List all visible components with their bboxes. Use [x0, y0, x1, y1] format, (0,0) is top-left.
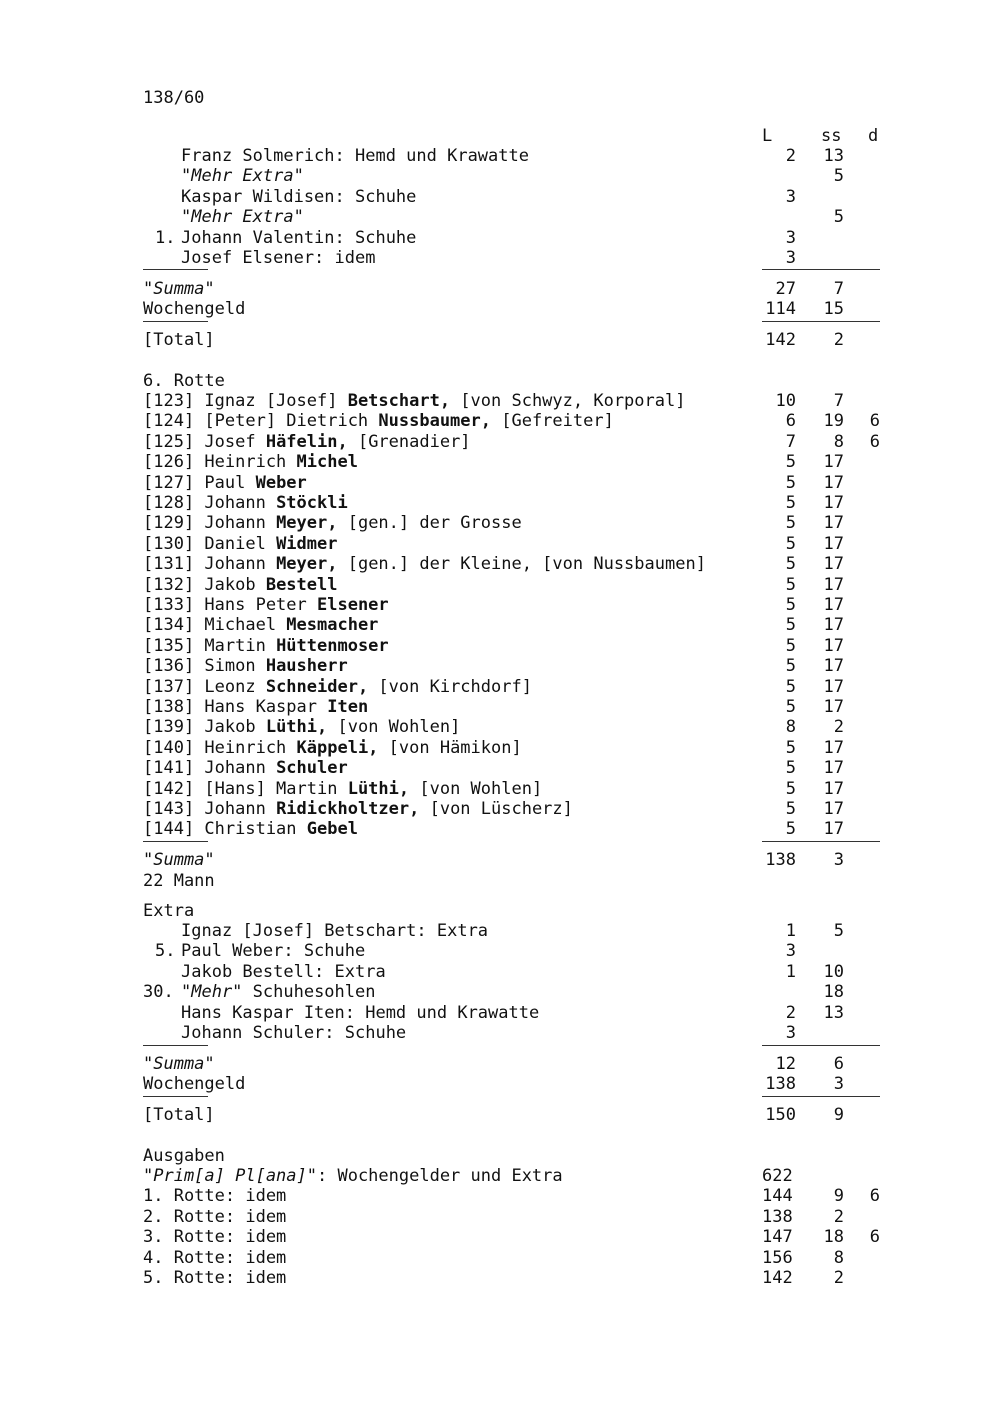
- member-row: [143, 534, 337, 554]
- total-label: [Total]: [143, 1105, 215, 1125]
- amount-ss: 13: [823, 146, 844, 166]
- amount-l: 5: [785, 574, 796, 595]
- amount-l: 5: [785, 697, 796, 717]
- amount-ss: 17: [823, 778, 844, 799]
- member-row: [143, 554, 706, 574]
- member-surname: Schuler: [276, 758, 348, 779]
- amount-d: 6: [869, 431, 880, 452]
- entry-number: 30.: [143, 982, 174, 1003]
- rule-right: [762, 1096, 880, 1097]
- amount-ss: 5: [833, 207, 844, 228]
- quoted-term: "Prim[a] Pl[ana]": [143, 1166, 317, 1186]
- amount-ss: 17: [823, 656, 844, 677]
- quoted-term: "Mehr": [181, 982, 243, 1003]
- member-index-given-name: [142] [Hans] Martin: [143, 778, 348, 799]
- member-surname: Meyer,: [276, 554, 338, 575]
- amount-l: 5: [785, 676, 796, 697]
- member-surname: Betschart,: [347, 391, 451, 411]
- member-surname: Nussbaumer,: [378, 411, 491, 432]
- extra-entry: Johann Valentin: Schuhe: [181, 227, 417, 248]
- member-row: [143, 615, 378, 635]
- rule-right: [762, 1045, 880, 1046]
- amount-ss: 17: [823, 819, 844, 840]
- amount-l: 622: [762, 1166, 793, 1186]
- member-index-given-name: [143] Johann: [143, 799, 277, 819]
- ausgaben-entry: 5. Rotte: idem: [143, 1268, 287, 1288]
- extra-entry: Ignaz [Josef] Betschart: Extra: [181, 921, 489, 941]
- member-surname: Lüthi,: [265, 717, 328, 738]
- amount-l: 5: [785, 615, 796, 636]
- member-row: [143, 758, 348, 778]
- extra-entry: Jakob Bestell: Extra: [181, 961, 386, 982]
- summa-l: 12: [775, 1054, 796, 1074]
- member-note: [von Kirchdorf]: [368, 676, 532, 697]
- amount-l: 5: [785, 554, 796, 575]
- member-index-given-name: [127] Paul: [143, 472, 256, 493]
- rule-right: [762, 269, 880, 270]
- amount-l: 3: [785, 227, 796, 248]
- rule-left: [143, 269, 208, 270]
- extra-entry: Hans Kaspar Iten: Hemd und Krawatte: [181, 1002, 540, 1023]
- member-row: [143, 493, 348, 513]
- amount-ss: 17: [823, 493, 844, 513]
- amount-l: 1: [785, 921, 796, 941]
- member-row: [143, 656, 348, 676]
- member-index-given-name: [144] Christian: [143, 819, 307, 840]
- total-l: 142: [765, 330, 796, 350]
- amount-l: 2: [785, 1002, 796, 1023]
- amount-d: 6: [869, 1186, 880, 1207]
- summa-label: "Summa": [143, 1054, 215, 1074]
- amount-ss: 17: [823, 595, 844, 615]
- member-index-given-name: [123] Ignaz [Josef]: [143, 391, 348, 411]
- amount-ss: 2: [833, 1268, 844, 1288]
- amount-ss: 17: [823, 452, 844, 473]
- amount-l: 5: [785, 758, 796, 779]
- amount-l: 156: [762, 1247, 793, 1268]
- amount-ss: 5: [833, 921, 844, 941]
- amount-l: 1: [785, 961, 796, 982]
- amount-ss: 17: [823, 758, 844, 779]
- amount-ss: 5: [833, 166, 844, 187]
- amount-l: 5: [785, 799, 796, 819]
- amount-ss: 17: [823, 533, 844, 554]
- amount-ss: 17: [823, 513, 844, 534]
- member-index-given-name: [126] Heinrich: [143, 452, 297, 473]
- amount-ss: 17: [823, 799, 844, 819]
- summa-ss: 3: [833, 850, 844, 870]
- extra-entry: "Mehr Extra": [181, 166, 304, 187]
- amount-l: 5: [785, 513, 796, 534]
- amount-ss: 7: [833, 391, 844, 411]
- entry-number: 1.: [155, 227, 176, 248]
- amount-l: 3: [785, 186, 796, 207]
- summa-l: 27: [775, 279, 796, 299]
- member-surname: Bestell: [265, 574, 338, 595]
- entry-text: Schuhesohlen: [242, 982, 376, 1003]
- member-row: [143, 697, 368, 717]
- member-row: [143, 799, 573, 819]
- amount-l: 6: [785, 411, 796, 432]
- amount-l: 10: [775, 391, 796, 411]
- member-surname: Stöckli: [276, 493, 348, 513]
- member-surname: Hüttenmoser: [276, 635, 389, 656]
- member-note: [von Wohlen]: [327, 717, 461, 738]
- entry-text: : Wochengelder und Extra: [317, 1166, 563, 1186]
- amount-l: 5: [785, 472, 796, 493]
- amount-ss: 18: [823, 1227, 844, 1248]
- amount-l: 7: [785, 431, 796, 452]
- member-surname: Hausherr: [265, 656, 348, 677]
- member-index-given-name: [133] Hans Peter: [143, 595, 317, 615]
- amount-l: 144: [762, 1186, 793, 1207]
- member-index-given-name: [125] Josef: [143, 431, 266, 452]
- member-index-given-name: [140] Heinrich: [143, 737, 297, 758]
- amount-ss: 17: [823, 737, 844, 758]
- rule-left: [143, 841, 208, 842]
- member-note: [von Hämikon]: [378, 737, 522, 758]
- column-header-l: L: [762, 126, 773, 146]
- ausgaben-entry: [143, 1166, 563, 1186]
- amount-l: 142: [762, 1268, 793, 1288]
- amount-ss: 13: [823, 1002, 844, 1023]
- member-surname: Schneider,: [265, 676, 369, 697]
- member-surname: Ridickholtzer,: [276, 799, 420, 819]
- member-index-given-name: [138] Hans Kaspar: [143, 697, 328, 717]
- amount-l: 5: [785, 778, 796, 799]
- amount-ss: 17: [823, 554, 844, 575]
- summa-ss: 6: [833, 1054, 844, 1074]
- member-note: [Grenadier]: [347, 431, 471, 452]
- entry-number: 5.: [155, 941, 176, 962]
- amount-d: 6: [869, 411, 880, 432]
- member-row: [143, 473, 307, 493]
- member-row: [143, 779, 542, 799]
- total-l: 150: [765, 1105, 796, 1125]
- rule-left: [143, 1096, 208, 1097]
- member-row: [143, 432, 471, 452]
- amount-ss: 10: [823, 961, 844, 982]
- amount-l: 5: [785, 452, 796, 473]
- member-row: [143, 717, 460, 737]
- member-index-given-name: [141] Johann: [143, 758, 277, 779]
- amount-l: 5: [785, 819, 796, 840]
- member-row: [143, 513, 522, 533]
- amount-l: 5: [785, 595, 796, 615]
- total-ss: 2: [833, 330, 844, 350]
- summa-ss: 7: [833, 279, 844, 299]
- member-surname: Lüthi,: [347, 778, 410, 799]
- amount-l: 3: [785, 1023, 796, 1043]
- amount-ss: 18: [823, 982, 844, 1003]
- amount-ss: 8: [833, 431, 844, 452]
- member-row: [143, 391, 685, 411]
- wochengeld-ss: 15: [823, 299, 844, 319]
- member-note: [gen.] der Kleine, [von Nussbaumen]: [337, 554, 706, 575]
- extra-entry: Paul Weber: Schuhe: [181, 941, 366, 962]
- member-note: [Gefreiter]: [491, 411, 614, 432]
- amount-l: 2: [785, 146, 796, 166]
- member-row: [143, 819, 358, 839]
- member-row: [143, 452, 358, 472]
- wochengeld-label: Wochengeld: [143, 299, 246, 319]
- amount-l: 8: [785, 717, 796, 738]
- member-note: [von Wohlen]: [409, 778, 543, 799]
- amount-ss: 17: [823, 697, 844, 717]
- rule-left: [143, 1045, 208, 1046]
- extra-entry: "Mehr Extra": [181, 207, 304, 228]
- amount-l: 3: [785, 941, 796, 962]
- member-surname: Elsener: [317, 595, 389, 615]
- member-index-given-name: [139] Jakob: [143, 717, 266, 738]
- member-index-given-name: [137] Leonz: [143, 676, 266, 697]
- amount-l: 3: [785, 248, 796, 268]
- member-index-given-name: [136] Simon: [143, 656, 266, 677]
- member-row: [143, 636, 389, 656]
- amount-ss: 17: [823, 574, 844, 595]
- amount-l: 5: [785, 635, 796, 656]
- amount-ss: 19: [823, 411, 844, 432]
- page-number: 138/60: [143, 88, 205, 108]
- member-note: [von Schwyz, Korporal]: [450, 391, 686, 411]
- member-row: [143, 595, 389, 615]
- rule-right: [762, 841, 880, 842]
- amount-ss: 2: [833, 717, 844, 738]
- member-index-given-name: [130] Daniel: [143, 533, 277, 554]
- ausgaben-title: Ausgaben: [143, 1146, 225, 1166]
- amount-d: 6: [869, 1227, 880, 1248]
- amount-ss: 17: [823, 635, 844, 656]
- wochengeld-ss: 3: [833, 1074, 844, 1094]
- amount-l: 5: [785, 533, 796, 554]
- amount-ss: 2: [833, 1206, 844, 1227]
- member-index-given-name: [124] [Peter] Dietrich: [143, 411, 379, 432]
- member-surname: Michel: [296, 452, 358, 473]
- amount-l: 147: [762, 1227, 793, 1248]
- extra-entry: Kaspar Wildisen: Schuhe: [181, 186, 417, 207]
- member-index-given-name: [134] Michael: [143, 615, 287, 636]
- summa-label: "Summa": [143, 850, 215, 870]
- amount-l: 5: [785, 656, 796, 677]
- extra-entry: Franz Solmerich: Hemd und Krawatte: [181, 146, 529, 166]
- extra-title: Extra: [143, 901, 195, 921]
- member-index-given-name: [128] Johann: [143, 493, 277, 513]
- member-surname: Käppeli,: [296, 737, 379, 758]
- amount-l: 5: [785, 737, 796, 758]
- extra-entry: Josef Elsener: idem: [181, 248, 376, 268]
- column-header-d: d: [868, 126, 879, 146]
- amount-l: 5: [785, 493, 796, 513]
- extra-entry: [181, 982, 375, 1002]
- summa-l: 138: [765, 850, 796, 870]
- amount-ss: 17: [823, 615, 844, 636]
- member-row: [143, 738, 522, 758]
- member-index-given-name: [132] Jakob: [143, 574, 266, 595]
- member-index-given-name: [135] Martin: [143, 635, 277, 656]
- ausgaben-entry: 3. Rotte: idem: [143, 1227, 287, 1248]
- member-row: [143, 575, 337, 595]
- member-surname: Weber: [255, 472, 307, 493]
- summa-label: "Summa": [143, 279, 215, 299]
- wochengeld-label: Wochengeld: [143, 1074, 246, 1094]
- ausgaben-entry: 2. Rotte: idem: [143, 1206, 287, 1227]
- amount-ss: 17: [823, 472, 844, 493]
- member-row: [143, 411, 614, 431]
- member-surname: Gebel: [306, 819, 358, 840]
- rotte-title: 6. Rotte: [143, 371, 225, 391]
- amount-ss: 9: [833, 1186, 844, 1207]
- member-surname: Mesmacher: [286, 615, 379, 636]
- amount-ss: 8: [833, 1247, 844, 1268]
- amount-ss: 17: [823, 676, 844, 697]
- extra-entry: Johann Schuler: Schuhe: [181, 1023, 407, 1043]
- member-note: [von Lüscherz]: [419, 799, 573, 819]
- member-surname: Widmer: [276, 533, 338, 554]
- mann-count: 22 Mann: [143, 871, 215, 891]
- member-index-given-name: [129] Johann: [143, 513, 277, 534]
- member-row: [143, 677, 532, 697]
- rule-left: [143, 321, 208, 322]
- amount-l: 138: [762, 1206, 793, 1227]
- member-surname: Meyer,: [276, 513, 338, 534]
- total-label: [Total]: [143, 330, 215, 350]
- member-surname: Häfelin,: [265, 431, 348, 452]
- column-header-ss: ss: [821, 126, 842, 146]
- rule-right: [762, 321, 880, 322]
- total-ss: 9: [833, 1105, 844, 1125]
- wochengeld-l: 114: [765, 299, 796, 319]
- ausgaben-entry: 1. Rotte: idem: [143, 1186, 287, 1207]
- member-note: [gen.] der Grosse: [337, 513, 522, 534]
- member-surname: Iten: [327, 697, 369, 717]
- ausgaben-entry: 4. Rotte: idem: [143, 1247, 287, 1268]
- member-index-given-name: [131] Johann: [143, 554, 277, 575]
- wochengeld-l: 138: [765, 1074, 796, 1094]
